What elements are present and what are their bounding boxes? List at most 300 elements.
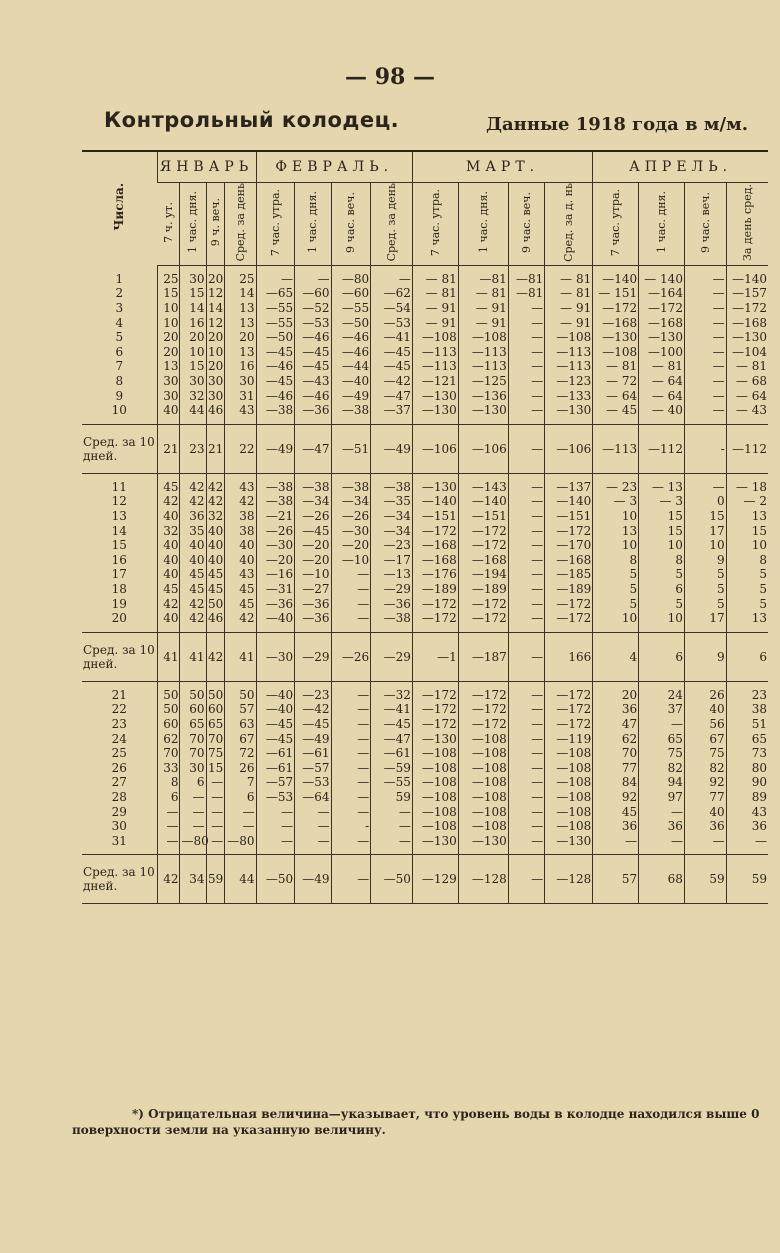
month-header: МАРТ. [412,151,592,183]
table-cell: —26 [331,509,371,524]
table-cell: 23 [726,681,768,702]
table-cell: 10 [726,538,768,553]
table-cell: —55 [256,301,295,316]
table-cell: —40 [256,702,295,717]
day-number: 2 [115,286,124,301]
table-cell: 50 [157,702,180,717]
table-cell: — [295,805,331,820]
table-row [82,790,768,805]
table-cell: 20 [225,330,256,345]
table-cell: —38 [331,403,371,424]
table-cell: 45 [157,582,180,597]
table-cell: —189 [545,582,593,597]
table-cell: 45 [157,473,180,494]
table-cell: 70 [180,746,206,761]
table-cell: —108 [545,761,593,776]
table-cell: 10 [684,538,726,553]
day-number: 6 [115,344,124,359]
table-cell: —34 [331,494,371,509]
table-cell: 44 [180,403,206,424]
table-cell: —108 [545,790,593,805]
table-cell: —125 [458,374,508,389]
table-cell: 33 [157,761,180,776]
table-cell: — [256,834,295,855]
table-cell: — 81 [545,265,593,286]
average-cell: —50 [371,855,413,904]
table-cell: —46 [295,389,331,404]
table-cell: —113 [545,359,593,374]
table-cell: — [331,732,371,747]
table-row [82,611,768,632]
average-cell: 4 [593,632,639,681]
table-cell: 12 [207,286,224,301]
table-row [82,717,768,732]
day-number: 21 [111,687,127,702]
table-cell: 13 [593,524,639,539]
average-cell: 59 [206,855,225,904]
table-cell: 20 [180,330,206,345]
table-row [82,389,768,404]
table-cell: 7 [225,775,256,790]
table-cell: 5 [726,567,768,582]
day-block [82,681,768,855]
table-cell: 40 [207,552,224,567]
table-cell: —17 [371,553,413,568]
table-cell: 10 [593,509,639,524]
table-cell: 94 [639,775,685,790]
table-cell: —60 [331,286,371,301]
average-row [82,855,768,904]
column-subheader: 1 час. дня. [458,183,508,266]
table-cell: —168 [639,316,685,331]
table-cell: — [331,790,371,805]
table-cell: 15 [207,760,224,775]
table-cell: —168 [545,553,593,568]
table-cell: —34 [371,524,413,539]
table-cell: — [331,805,371,820]
table-cell: —108 [458,819,508,834]
column-subheader: Сред. за д. нь [545,183,593,266]
table-cell: —108 [458,775,508,790]
table-cell: — [180,805,206,820]
table-cell: —108 [412,330,458,345]
table-cell: 14 [180,301,206,316]
table-cell: 45 [593,805,639,820]
table-cell: — [684,316,726,331]
table-cell: —45 [371,717,413,732]
table-row [82,681,768,702]
table-cell: 65 [726,732,768,747]
table-cell: —13 [371,567,413,582]
day-number: 19 [111,596,127,611]
average-cell: — [508,855,544,904]
table-cell: 20 [207,330,224,345]
day-number: 22 [111,702,127,717]
table-cell: —64 [295,790,331,805]
table-cell: 77 [684,790,726,805]
table-cell: —130 [412,834,458,855]
table-cell: — [295,819,331,834]
table-cell: —53 [295,316,331,331]
table-cell: —172 [726,301,768,316]
table-cell: 8 [593,553,639,568]
table-cell: —172 [412,611,458,632]
day-number: 26 [111,760,127,775]
column-subheader: Сред. за день [371,183,413,266]
average-cell: —29 [295,632,331,681]
table-cell: —108 [412,805,458,820]
table-cell: — 151 [593,286,639,301]
table-cell: 40 [180,538,206,553]
table-cell: — [331,775,371,790]
table-cell: — [508,473,544,494]
table-cell: — 81 [545,286,593,301]
table-cell: 6 [180,775,206,790]
table-cell: —38 [256,494,295,509]
table-cell: —45 [256,732,295,747]
table-cell: 36 [593,702,639,717]
table-cell: —168 [412,538,458,553]
table-row [82,374,768,389]
average-cell: 68 [639,855,685,904]
table-cell: —55 [256,316,295,331]
table-cell: 46 [206,403,225,424]
table-cell: —108 [545,746,593,761]
average-cell: 59 [684,855,726,904]
table-cell: — [508,819,544,834]
table-cell: —47 [371,732,413,747]
table-cell: —81 [508,286,544,301]
table-cell: 82 [684,761,726,776]
table-cell: 6 [157,790,180,805]
table-cell: 40 [157,403,180,424]
average-cell: 44 [225,855,256,904]
table-cell: 5 [684,567,726,582]
column-subheader: За день сред. [726,183,768,266]
table-cell: 50 [180,681,206,702]
table-cell: —108 [412,761,458,776]
day-number: 10 [111,403,127,418]
table-cell: — [225,805,256,820]
table-cell: 42 [225,611,256,632]
average-cell: —49 [295,855,331,904]
table-cell: — [593,834,639,855]
table-cell: —108 [458,732,508,747]
table-row [82,403,768,424]
table-cell: 32 [157,524,180,539]
table-cell: 43 [225,403,256,424]
table-cell: —53 [295,775,331,790]
table-cell: —49 [295,732,331,747]
table-row [82,834,768,855]
day-number: 29 [111,804,127,819]
table-cell: 40 [207,523,224,538]
table-cell: 13 [225,316,256,331]
table-cell: —42 [371,374,413,389]
table-cell: —61 [256,761,295,776]
average-cell: — [508,424,544,473]
table-cell: — 64 [593,389,639,404]
table-cell: 13 [157,359,180,374]
table-cell: — [371,805,413,820]
table-cell: —121 [412,374,458,389]
table-cell: —130 [593,330,639,345]
table-cell: — 81 [412,286,458,301]
table-cell: —168 [412,553,458,568]
table-cell: —50 [256,330,295,345]
day-number: 20 [111,611,127,626]
table-row [82,494,768,509]
table-row [82,509,768,524]
table-cell: —168 [593,316,639,331]
table-cell: — [331,582,371,597]
average-cell: 34 [180,855,206,904]
table-cell: —45 [295,359,331,374]
table-cell: 75 [207,746,224,761]
table-cell: 15 [684,509,726,524]
table-cell: —130 [545,403,593,424]
table-cell: —38 [256,473,295,494]
table-cell: —35 [371,494,413,509]
table-cell: — [508,702,544,717]
average-cell: 21 [206,424,225,473]
table-cell: 30 [157,374,180,389]
table-cell: 20 [206,265,225,286]
table-cell: —157 [726,286,768,301]
table-cell: 60 [180,702,206,717]
table-cell: —130 [458,403,508,424]
table-cell: —38 [256,403,295,424]
table-cell: 5 [726,597,768,612]
table-cell: —130 [412,473,458,494]
table-cell: 77 [593,761,639,776]
table-cell: —34 [295,494,331,509]
average-cell: —49 [256,424,295,473]
column-subheader: 9 час. веч. [684,183,726,266]
table-cell: — 45 [593,403,639,424]
day-number: 1 [115,271,124,286]
table-cell: —41 [371,330,413,345]
table-cell: 30 [180,265,206,286]
table-cell: —108 [412,775,458,790]
table-cell: 40 [157,567,180,582]
table-cell: —130 [726,330,768,345]
table-cell: 16 [225,359,256,374]
table-cell: —113 [412,345,458,360]
table-cell: — [508,389,544,404]
table-cell: — 13 [639,473,685,494]
table-cell: —172 [545,524,593,539]
table-cell: 25 [225,265,256,286]
table-cell: — [639,717,685,732]
table-cell: 14 [207,301,224,316]
table-cell: —140 [412,494,458,509]
table-cell: — [256,265,295,286]
table-cell: —185 [545,567,593,582]
table-cell: —108 [593,345,639,360]
table-cell: — [157,819,180,834]
table-cell: —108 [458,746,508,761]
table-cell: — [508,301,544,316]
table-cell: 32 [180,389,206,404]
table-cell: —40 [256,681,295,702]
table-row [82,359,768,374]
table-cell: —61 [371,746,413,761]
table-cell: —100 [639,345,685,360]
average-cell: —128 [545,855,593,904]
table-cell: 10 [157,316,180,331]
average-cell: 9 [684,632,726,681]
table-cell: —46 [256,359,295,374]
table-cell: 9 [684,553,726,568]
day-block [82,265,768,424]
average-cell: —128 [458,855,508,904]
table-cell: 38 [225,509,256,524]
table-cell: —20 [295,553,331,568]
average-row [82,424,768,473]
average-cell: 57 [593,855,639,904]
table-cell: — [508,611,544,632]
table-cell: 38 [225,524,256,539]
table-cell: 13 [225,345,256,360]
table-cell: — 140 [639,265,685,286]
average-cell: 6 [726,632,768,681]
average-cell: —49 [371,424,413,473]
table-cell: —40 [256,611,295,632]
table-cell: 50 [225,681,256,702]
average-cell: —106 [545,424,593,473]
table-cell: — [256,805,295,820]
table-cell: — [295,834,331,855]
table-cell: 43 [225,567,256,582]
table-cell: —45 [256,717,295,732]
table-cell: 65 [639,732,685,747]
table-cell: 15 [726,524,768,539]
table-row [82,301,768,316]
table-cell: 25 [157,265,180,286]
table-cell: —54 [371,301,413,316]
table-cell: —151 [545,509,593,524]
table-cell: —123 [545,374,593,389]
table-cell: — [225,819,256,834]
table-cell: —172 [545,611,593,632]
average-cell: 41 [157,632,180,681]
table-cell: —172 [593,301,639,316]
average-cell: 42 [157,855,180,904]
average-label: Сред. за 10 дней. [82,424,157,473]
day-number: 9 [115,388,124,403]
table-cell: — 81 [639,359,685,374]
average-cell: —50 [256,855,295,904]
table-cell: —172 [458,611,508,632]
table-cell: 40 [180,553,206,568]
table-cell: 67 [225,732,256,747]
table-cell: —151 [458,509,508,524]
table-cell: 14 [225,286,256,301]
table-cell: — [508,553,544,568]
day-number: 18 [111,581,127,596]
table-cell: — 81 [412,265,458,286]
table-row [82,582,768,597]
table-cell: 42 [180,494,206,509]
table-row [82,761,768,776]
table-cell: —27 [295,582,331,597]
column-subheader: 7 час. утра. [412,183,458,266]
table-cell: —36 [256,597,295,612]
table-cell: 73 [726,746,768,761]
table-cell: —108 [458,805,508,820]
table-cell: —23 [371,538,413,553]
table-cell: — 91 [545,301,593,316]
table-cell: 65 [180,717,206,732]
table-cell: 6 [639,582,685,597]
table-cell: 56 [684,717,726,732]
table-cell: — [331,761,371,776]
day-number: 4 [115,315,124,330]
table-cell: —172 [545,717,593,732]
table-cell: — 2 [726,494,768,509]
table-cell: — [331,611,371,632]
table-row [82,567,768,582]
table-cell: —59 [371,761,413,776]
table-cell: 0 [684,494,726,509]
table-cell: —130 [412,389,458,404]
table-cell: 89 [726,790,768,805]
month-header: АПРЕЛЬ. [593,151,768,183]
table-cell: — 91 [412,301,458,316]
table-cell: — [331,567,371,582]
average-label: Сред. за 10 дней. [82,855,157,904]
table-cell: 65 [207,716,224,731]
table-cell: —140 [545,494,593,509]
table-cell: — 91 [412,316,458,331]
table-cell: —34 [371,509,413,524]
table-cell: — [331,702,371,717]
table-cell: — 3 [639,494,685,509]
table-cell: —172 [412,702,458,717]
table-cell: 70 [207,731,224,746]
day-number: 3 [115,301,124,316]
table-cell: —50 [331,316,371,331]
table-cell: 40 [225,553,256,568]
table-cell: —47 [371,389,413,404]
table-cell: —130 [458,834,508,855]
table-cell: —113 [545,345,593,360]
table-cell: — 81 [593,359,639,374]
table-cell: 92 [593,790,639,805]
table-cell: —113 [412,359,458,374]
day-number: 25 [111,746,127,761]
table-cell: —172 [458,702,508,717]
table-cell: — [508,681,544,702]
average-cell: 42 [206,632,225,681]
day-number: 30 [111,819,127,834]
table-cell: 15 [639,509,685,524]
table-cell: 5 [639,567,685,582]
average-cell: —187 [458,632,508,681]
table-cell: — 72 [593,374,639,389]
table-cell: — [371,819,413,834]
table-cell: 10 [180,345,206,360]
table-cell: 10 [639,538,685,553]
average-cell: 22 [225,424,256,473]
table-cell: — [508,717,544,732]
table-cell: —44 [331,359,371,374]
table-cell: —37 [371,403,413,424]
table-cell: 36 [593,819,639,834]
average-cell: —106 [412,424,458,473]
table-cell: 26 [684,681,726,702]
